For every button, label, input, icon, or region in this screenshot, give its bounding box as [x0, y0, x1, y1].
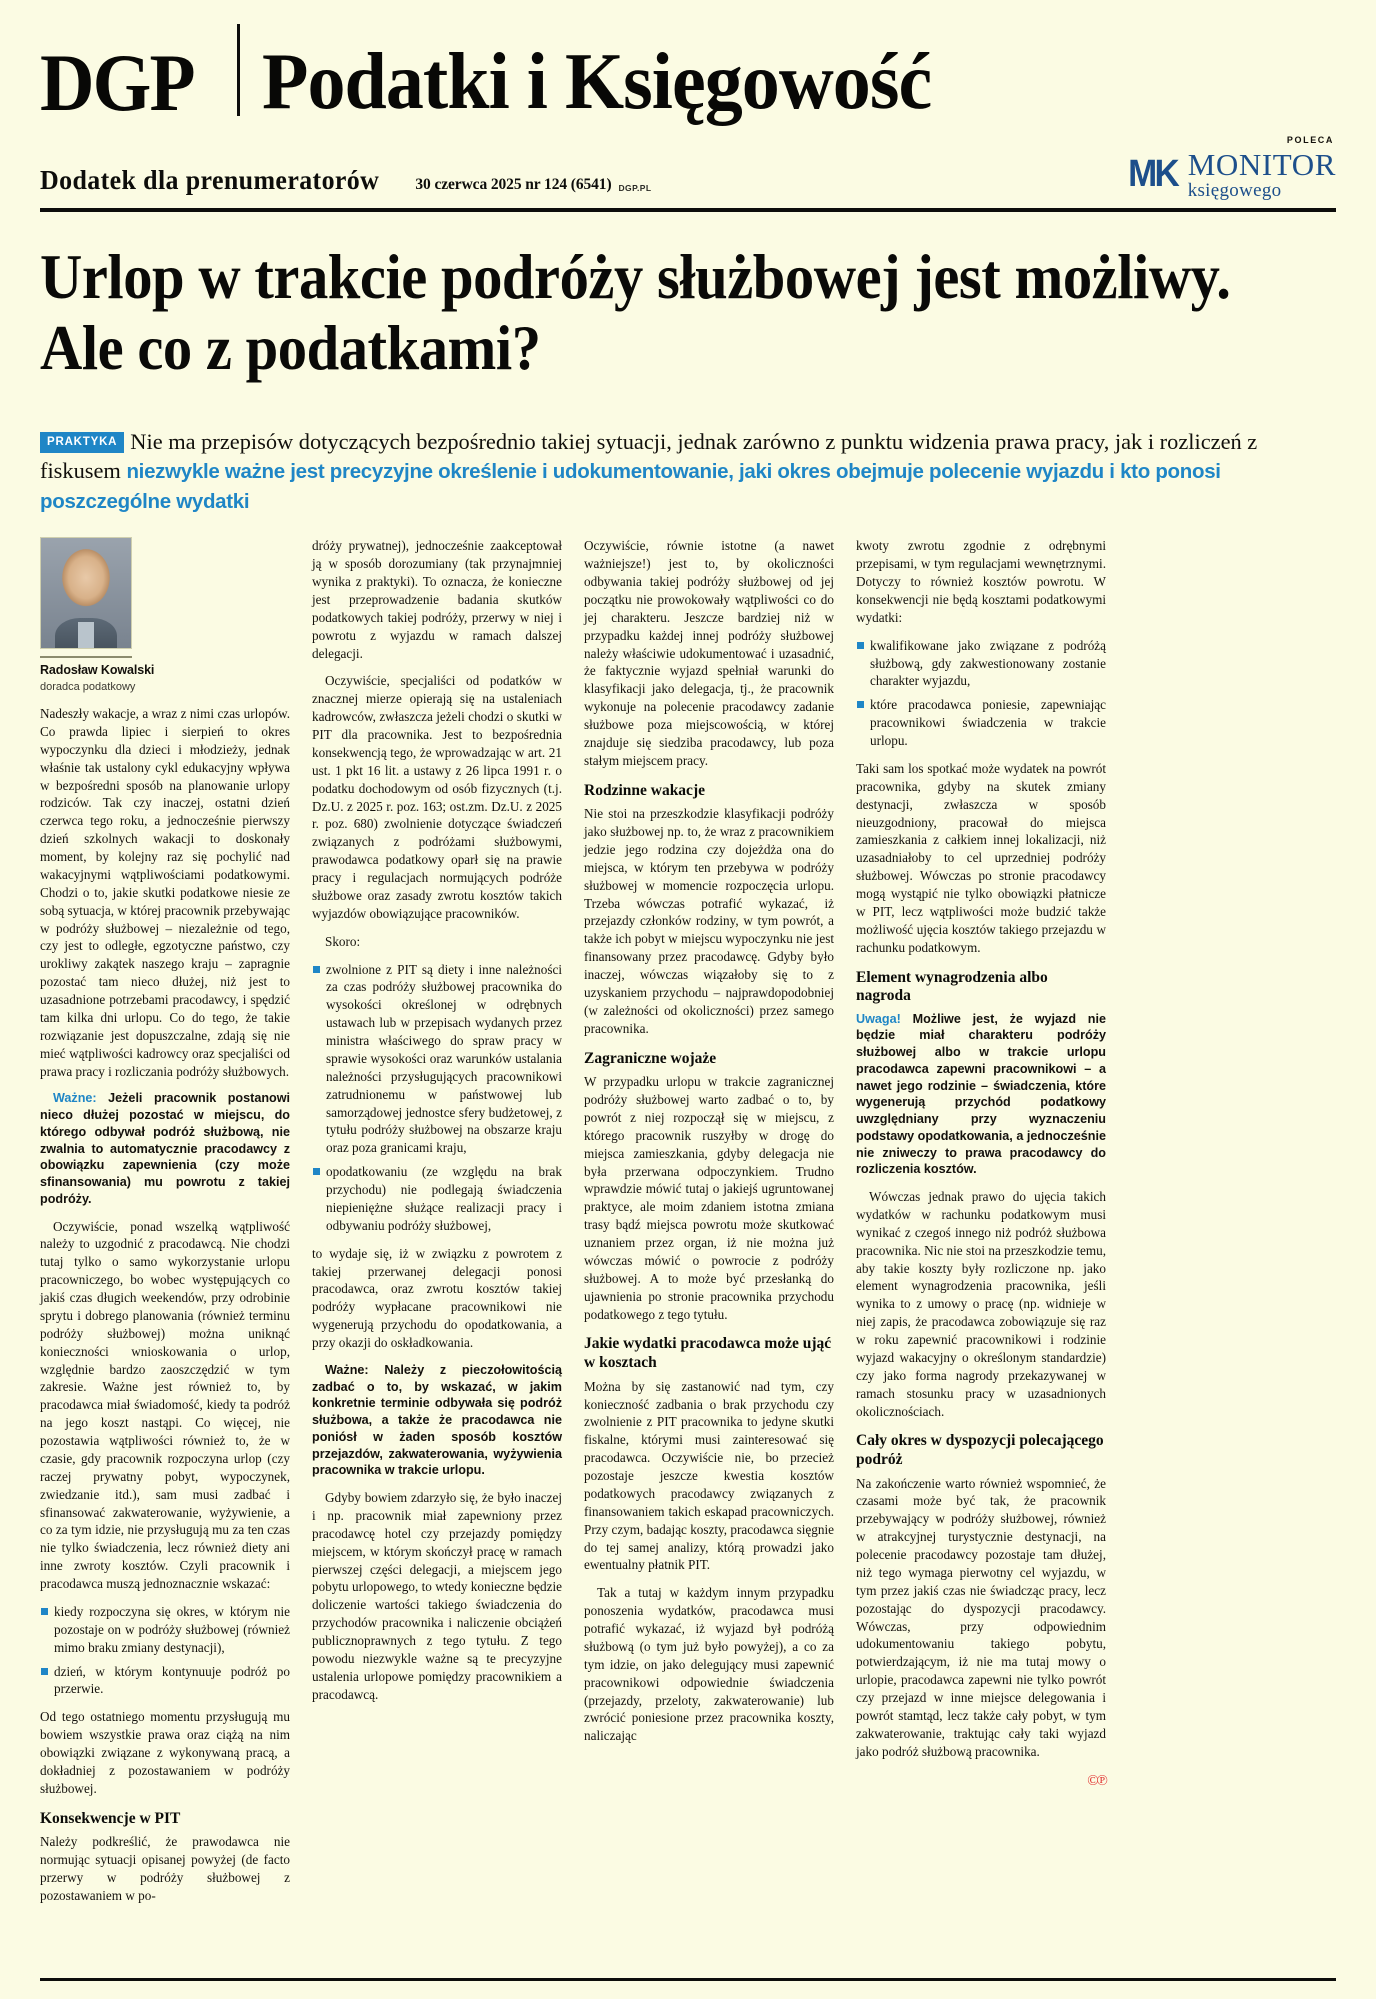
article-column-3 [584, 537, 834, 1755]
list-item: opodatkowaniu (ze względu na brak przychodu) nie podlegają świadczenia niepieniężne służące realizacji pracy i odbywaniu podróży służbowej, [326, 1164, 562, 1233]
note-text: Możliwe jest, że wyjazd nie będzie miał charakteru podróży służbowej albo w trakcie urlopu pracodawca zapewni pracownikowi – a nawet jego rodzinie – świadczenia, które wygenerują przychód podatkowy uwzględniany przy wyznaczeniu podstawy opodatkowania, a jednocześnie nie zniweczy to prawa pracodawcy do rozliczenia kosztów. [856, 1011, 1106, 1177]
paragraph: to wydaje się, iż w związku z powrotem z takiej przerwanej delegacji ponosi pracodawca, oraz zwrotu kosztów takiej podróży wypłacane pracownikowi nie wygenerują przychodu do opodatkowania, a przy okazji do oskładkowania. [312, 1245, 562, 1351]
paragraph: Oczywiście, ponad wszelką wątpliwość należy to uzgodnić z pracodawcą. Nie chodzi tutaj tylko o samo wykorzystanie urlopu pracowniczego, bo wobec występujących co jakiś czas długich weekendów, przy odrobinie sprytu i dobrego planowania (również terminu podróży służbowej) można uniknąć konieczności wnioskowania o urlop, względnie bardzo zaoszczędzić w tym zakresie. Ważne jest również to, by pracodawca miał świadomość, kiedy ta podróż na jego koszt nastąpi. Co więcej, nie pozostawia wątpliwości również to, że w czasie, gdy pracownik rozpoczyna urlop (czy raczej prywatny pobyt, wypoczynek, zwiedzanie itd.), sam musi zadbać i sfinansować zakwaterowanie, wyżywienie, a co za tym idzie, nie przysługują mu za ten czas nie tylko świadczenia, lecz również diety ani inne zwroty kosztów. Czyli pracownik i pracodawca muszą jednoznacznie wskazać: [40, 1218, 290, 1592]
paragraph: dróży prywatnej), jednocześnie zaakceptował ją w sposób dorozumiany (tak przynajmniej wynika z praktyki). To oznacza, że konieczne jest przeprowadzenie badania skutków podatkowych takiej podróży, przerwy w niej i powrotu z wyjazdu w ramach dalszej delegacji. [312, 538, 562, 661]
important-note [856, 1011, 1106, 1178]
important-note [40, 1090, 290, 1207]
status-badge: PRAKTYKA [40, 432, 124, 453]
paragraph: Nie stoi na przeszkodzie klasyfikacji podróży jako służbowej np. to, że wraz z pracownikiem jedzie jego rodzina czy dojeżdża ona do miejsca, w którym ten przebywa w podróży służbowej w momencie rozpoczęcia urlopu. Trzeba wówczas potrafić wykazać, iż przejazdy członków rodziny, w tym powrót, a także ich pobyt w miejscu wypoczynku nie jest finansowany przez pracodawcę. Gdyby było inaczej, wówczas wiązałoby się to z uzyskaniem przychodu – najprawdopodobniej (w zależności od okoliczności) przez samego pracownika. [584, 806, 834, 1036]
author-role: doradca podatkowy [40, 681, 136, 694]
dgp-logo[interactable]: DGP [40, 36, 194, 128]
section-heading: Cały okres w dyspozycji polecającego podróż [856, 1432, 1104, 1469]
paragraph: Można by się zastanowić nad tym, czy konieczność zadbania o brak przychodu czy zwolnienie z PIT pracownika to jedyne skutki fiskalne, którymi musi zainteresować się pracodawca. Oczywiście nie, bo przecież pozostaje jeszcze kwestia kosztów podatkowych pracodawcy związanych z finansowaniem takich eskapad pracowniczych. Przy czym, badając koszty, pracodawca sięgnie do tej samej analizy, którą prowadzi jako ewentualny płatnik PIT. [584, 1378, 834, 1573]
list-item: kiedy rozpoczyna się okres, w którym nie pozostaje on w podróży służbowej (również mimo braku zmiany destynacji), [54, 1603, 290, 1655]
masthead-divider [237, 24, 240, 116]
page-title: Urlop w trakcie podróży służbowej jest możliwy. Ale co z podatkami? [40, 242, 1231, 384]
paragraph: Taki sam los spotkać może wydatek na powrót pracownika, gdyby na skutek zmiany destynacji, zwłaszcza w sposób nieuzgodniony, pracował do miejsca zamieszkania z całkiem innej lokalizacji, niż uzasadniałoby to cel uprzedniej podróży służbowej. Wówczas po stronie pracodawcy mogą wystąpić nie tylko obowiązki płatnicze w PIT, lecz wątpliwości może budzić także możliwość ujęcia kosztów takiego przejazdu w rachunku podatkowym. [856, 760, 1106, 955]
list-item: kwalifikowane jako związane z podróżą służbową, gdy zakwestionowany zostanie charakter wyjazdu, [870, 637, 1106, 689]
mk-logo-icon: MK [1127, 153, 1177, 196]
list-item: dzień, w którym kontynuuje podróż po przerwie. [54, 1663, 290, 1697]
paragraph: Oczywiście, specjaliści od podatków w znacznej mierze opierają się na ustaleniach kadrowców, zwłaszcza jeżeli chodzi o skutki w PIT dla pracownika. Jest to bezpośrednia konsekwencją tego, że wprowadzając w art. 21 ust. 1 pkt 16 lit. a ustawy z 26 lipca 1991 r. o podatku dochodowym od osób fizycznych (t.j. Dz.U. z 2025 r. poz. 163; ost.zm. Dz.U. z 2025 r. poz. 680) zwolnienie dotyczące świadczeń związanych z podróżami służbowymi, prawodawca podatkowy oparł się na prawie pracy i regulacjach normujących podróże służbowe oraz zasady zwrotu kosztów takich wyjazdów obowiązujące pracowników. [312, 673, 562, 921]
paragraph: Od tego ostatniego momentu przysługują mu bowiem wszystkie prawa oraz ciążą na nim obowiązki związane z wykonywaną pracą, a dokładniej z pozostawaniem w podróży służbowej. [40, 1709, 290, 1796]
note-label: Ważne: [325, 1362, 369, 1377]
section-heading: Jakie wydatki pracodawca może ująć w kosztach [584, 1335, 832, 1372]
section-heading: Zagraniczne wojaże [584, 1049, 717, 1067]
note-text: Należy z pieczołowitością zadbać o to, by wskazać, w jakim konkretnie terminie odbywała się podróż służbowa, a także że pracodawca nie poniósł w żaden sposób kosztów przejazdów, zakwaterowania, wyżywienia pracownika w trakcie urlopu. [312, 1362, 562, 1478]
promo-poleca-label: POLECA [1286, 135, 1334, 145]
list-item: które pracodawca poniesie, zapewniając pracownikowi świadczenia w trakcie urlopu. [870, 697, 1106, 749]
section-heading: Konsekwencje w PIT [40, 1809, 181, 1827]
note-label: Ważne: [53, 1091, 97, 1106]
article-column-4 [856, 537, 1106, 1791]
section-heading: Element wynagrodzenia albo nagroda [856, 968, 1048, 1005]
paragraph: W przypadku urlopu w trakcie zagranicznej podróży służbowej warto zadbać o to, by powrót z niej rozpoczął się w miejscu, z którego pracownik ruszyłby w drogę do miejsca zamieszkania, gdyby delegacja nie była przerwana odpoczynkiem. Trudno wprawdzie mówić tutaj o jakiejś ugruntowanej praktyce, ale moim zdaniem istotna zmiana trasy bądź miejsca powrotu może skutkować uznaniem przez organ, iż nie można już wówczas mówić o powrocie z podróży służbowej. A to może być przesłanką do ujawnienia po stronie pracownika przychodu podatkowego z tego tytułu. [584, 1074, 834, 1322]
paragraph: kwoty zwrotu zgodnie z odrębnymi przepisami, w tym regulacjami wewnętrznymi. Dotyczy to również kosztów powrotu. W konsekwencji nie będą kosztami podatkowymi wydatki: [856, 538, 1106, 625]
important-note [312, 1362, 562, 1479]
promo-subtitle: księgowego [1187, 180, 1282, 201]
article-columns [40, 537, 1336, 1915]
footer-rule [40, 1978, 1336, 1981]
author-box [40, 537, 290, 695]
note-label: Uwaga! [856, 1011, 901, 1026]
paragraph: Wówczas jednak prawo do ujęcia takich wydatków w rachunku podatkowym musi wynikać z czegoś innego niż podróż służbowa pracownika. Nic nie stoi na przeszkodzie temu, aby takie koszty były rozliczone np. jako element wynagrodzenia pracownika, jeśli wynika to z umowy o pracę (np. widnieje w niej zapis, że pracodawca zobowiązuje się raz w roku zapewnić pracownikowi i rodzinie wyjazd wakacyjny o określonym standardzie) czy jako forma nagrody przekazywanej w ramach stosunku pracy w uzasadnionych okolicznościach. [856, 1189, 1106, 1419]
subhead-row [40, 135, 1336, 201]
lead-text-accent: niezwykle ważne jest precyzyjne określenie i udokumentowanie, jaki okres obejmuje polecenie wyjazdu i kto ponosi poszczególne wydatki [40, 460, 1221, 513]
author-name: Radosław Kowalski [40, 663, 155, 678]
article-column-2 [312, 537, 562, 1713]
site-url[interactable]: DGP.PL [618, 183, 652, 193]
paragraph: Gdyby bowiem zdarzyło się, że było inaczej i np. pracownik miał zapewniony przez pracodawcę hotel czy przejazdy pomiędzy miejscem, w którym skończył pracę w ramach pierwszej części delegacji, a miejscem jego pobytu urlopowego, to wtedy konieczne będzie doliczenie wartości takiego świadczenia do przychodów pracownika i naliczenie obciążeń publicznoprawnych z tego tytułu. Z tego powodu niezwykle ważne są te precyzyjne ustalenia urlopowe pomiędzy pracownikiem a pracodawcą. [312, 1490, 562, 1702]
header-rule [40, 208, 1336, 212]
avatar [40, 537, 132, 649]
paragraph: Tak a tutaj w każdym innym przypadku ponoszenia wydatków, pracodawca musi potrafić wykazać, iż wyjazd był podróżą służbową (o tym już było powyżej), a co za tym idzie, on jako delegujący musi zapewnić pracownikowi odpowiednie świadczenia (przejazdy, przeloty, zakwaterowanie) lub zwrócić poniesione przez pracownika koszty, naliczając [584, 1585, 834, 1744]
section-heading: Rodzinne wakacje [584, 781, 705, 799]
end-mark-icon: ©℗ [1087, 1772, 1106, 1789]
masthead [40, 0, 1336, 128]
list-item: zwolnione z PIT są diety i inne należności za czas podróży służbowej pracownika do wysokości określonej w odrębnych ustawach lub w przepisach wydanych przez ministra właściwego do spraw pracy w sprawie wysokości oraz warunków ustalania należności przysługujących pracownikowi zatrudnionemu w państwowej lub samorządowej jednostce sfery budżetowej, z tytułu podróży służbowej na obszarze kraju oraz poza granicami kraju, [326, 961, 562, 1156]
bullet-list [312, 961, 562, 1235]
paragraph: Skoro: [325, 933, 361, 949]
bullet-list [856, 637, 1106, 750]
paragraph: Należy podkreślić, że prawodawca nie normując sytuacji opisanej powyżej (de facto przerwy w podróży służbowej z pozostawaniem w po- [40, 1834, 290, 1903]
lead-text-plain: Nie ma przepisów dotyczących bezpośrednio takiej sytuacji, jednak zarówno z punktu widzenia prawa pracy, jak i rozliczeń z fiskusem [40, 428, 1258, 484]
issue-date: 30 czerwca 2025 nr 124 (6541) [415, 176, 612, 193]
paragraph: Nadeszły wakacje, a wraz z nimi czas urlopów. Co prawda lipiec i sierpień to okres wypoczynku dla dzieci i młodzieży, jednak właśnie tak ustalony cykl edukacyjny wpływa w bezpośredni sposób na planowanie urlopy rodziców. Tak czy inaczej, ostatni dzień czerwca tego roku, a jednocześnie pierwszy dzień szkolnych wakacji to doskonały moment, by kolejny raz się pochylić nad wakacyjnymi wątpliwościami podatkowymi. Chodzi o to, jakie skutki podatkowe niesie ze sobą sytuacja, w której pracownik przebywając w podróży służbowej – niezależnie od tego, czy jest to odległe, egzotyczne państwo, czy urokliwy zakątek naszego kraju – zapragnie pozostać tam nieco dłużej, niż jest to uzasadnione potrzebami pracodawcy, i spędzić tam kilka dni urlopu. Co do tego, że takie rozwiązanie jest dopuszczalne, zdają się nie mieć wątpliwości kadrowcy oraz specjaliści od prawa pracy i rozliczania podróży służbowych. [40, 706, 290, 1079]
article-column-1 [40, 537, 290, 1915]
paragraph: Na zakończenie warto również wspomnieć, że czasami może być tak, że pracownik przebywający w podróży służbowej, również w atrakcyjnej turystycznie destynacji, na polecenie pracodawcy pozostaje tam dłużej, niż tego wymaga pierwotny cel wyjazdu, w tym przez jakiś czas nie świadcząc pracy, lecz pozostając do dyspozycji pracodawcy. Wówczas, przy odpowiednim udokumentowaniu takiego pobytu, potwierdzającym, iż nie ma tutaj mowy o urlopie, pracodawca zapewni nie tylko powrót czy przejazd w inne miejsce delegowania i powrót stamtąd, lecz także cały pobyt, w tym zakwaterowanie, traktując cały taki wyjazd jako podróż służbową pracownika. [856, 1475, 1106, 1759]
supplement-label: Dodatek dla prenumeratorów [40, 165, 380, 195]
author-divider [40, 656, 132, 658]
bullet-list [40, 1603, 290, 1698]
promo-title: MONITOR [1187, 147, 1336, 182]
promo-monitor-ksiegowego[interactable] [1126, 135, 1336, 200]
section-title: Podatki i Księgowość [262, 38, 932, 126]
paragraph: Oczywiście, równie istotne (a nawet ważniejsze!) jest to, by okoliczności odbywania takiej podróży służbowej od jej początku nie prowokowały wątpliwości co do jej charakteru. Jeszcze bardziej niż w przypadku każdej innej podróży służbowej należy właściwie udokumentować i uzasadnić, że faktycznie wyjazd spełniał warunki do klasyfikacji jako delegacja, tj., że pracownik wykonuje na polecenie pracodawcy zadanie służbowe poza miejscowością, w której znajduje się siedziba pracodawcy, lub poza stałym miejscem pracy. [584, 538, 834, 768]
lead-paragraph [40, 427, 1336, 516]
note-text: Jeżeli pracownik postanowi nieco dłużej pozostać w miejscu, do którego odbywał podróż służbową, nie zwalnia to automatycznie pracodawcy z obowiązku zapewnienia (czy może sfinansowania) mu powrotu z takiej podróży. [40, 1091, 290, 1206]
